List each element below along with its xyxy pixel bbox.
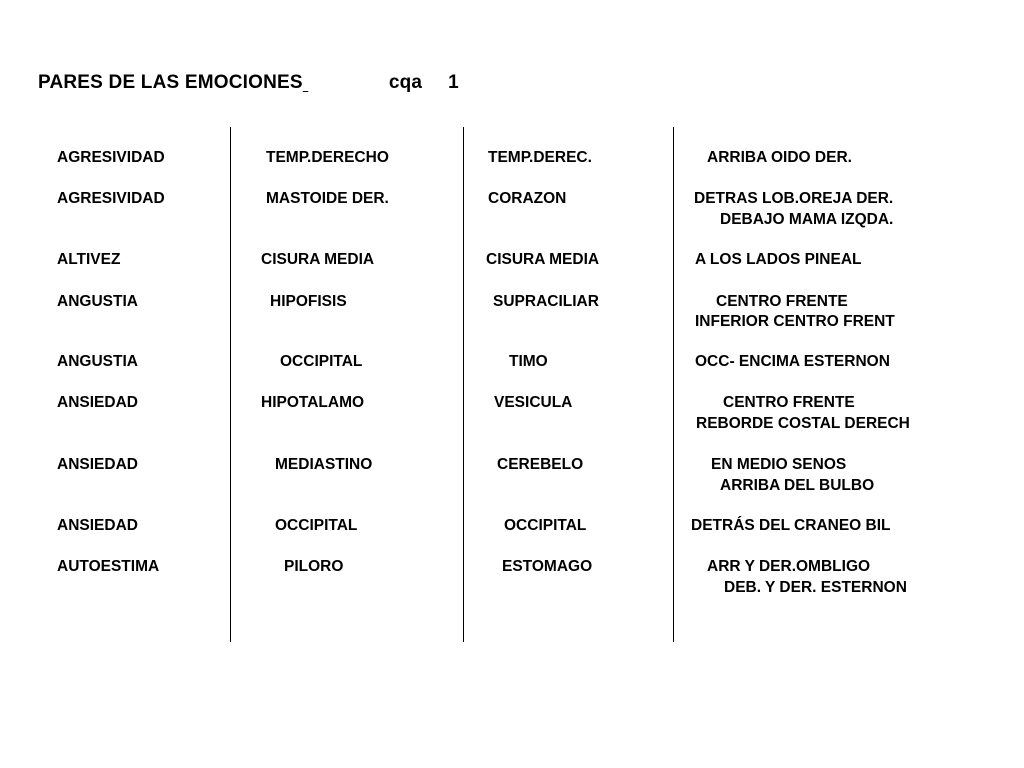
title-underline-gap [303,72,389,94]
point2-cell: SUPRACILIAR [493,293,599,310]
emotion-cell: AUTOESTIMA [57,558,160,575]
emotion-cell: ALTIVEZ [57,251,121,268]
title-text: PARES DE LAS EMOCIONES [38,72,303,93]
point1-cell: HIPOTALAMO [261,394,365,411]
point2-cell: CORAZON [488,190,567,207]
location-cell: A LOS LADOS PINEAL [695,251,862,268]
location-cell: OCC- ENCIMA ESTERNON [695,353,890,370]
point2-cell: ESTOMAGO [502,558,593,575]
point2-cell: CISURA MEDIA [486,251,600,268]
point1-cell: MEDIASTINO [275,456,373,473]
location-cell-secondary: DEB. Y DER. ESTERNON [724,579,907,596]
location-cell: ARR Y DER.OMBLIGO [707,558,871,575]
location-cell: DETRAS LOB.OREJA DER. [694,190,894,207]
title-code: cqa [388,72,423,93]
emotion-cell: ANGUSTIA [57,353,138,370]
point1-cell: HIPOFISIS [270,293,347,310]
point2-cell: TEMP.DEREC. [488,149,592,166]
emotion-cell: ANGUSTIA [57,293,138,310]
location-cell-secondary: DEBAJO MAMA IZQDA. [720,211,894,228]
point2-cell: VESICULA [494,394,573,411]
location-cell: ARRIBA OIDO DER. [707,149,852,166]
location-cell: EN MEDIO SENOS [711,456,847,473]
emotion-cell: ANSIEDAD [57,517,138,534]
page-title [38,72,459,94]
location-cell: DETRÁS DEL CRANEO BIL [691,517,891,534]
title-number: 1 [448,72,459,93]
emotion-cell: ANSIEDAD [57,394,138,411]
column-divider-2 [463,127,464,642]
emotion-cell: AGRESIVIDAD [57,190,165,207]
point1-cell: TEMP.DERECHO [266,149,389,166]
column-divider-1 [230,127,231,642]
location-cell-secondary: REBORDE COSTAL DERECH [696,415,910,432]
point1-cell: CISURA MEDIA [261,251,375,268]
point1-cell: OCCIPITAL [275,517,358,534]
location-cell: CENTRO FRENTE [716,293,848,310]
location-cell-secondary: ARRIBA DEL BULBO [720,477,875,494]
emotion-cell: AGRESIVIDAD [57,149,165,166]
point2-cell: TIMO [509,353,548,370]
point1-cell: PILORO [284,558,344,575]
point1-cell: MASTOIDE DER. [266,190,389,207]
title-underline-gap-2 [422,72,448,94]
emotion-cell: ANSIEDAD [57,456,138,473]
point1-cell: OCCIPITAL [280,353,363,370]
column-divider-3 [673,127,674,642]
location-cell-secondary: INFERIOR CENTRO FRENT [695,313,895,330]
point2-cell: CEREBELO [497,456,584,473]
location-cell: CENTRO FRENTE [723,394,855,411]
point2-cell: OCCIPITAL [504,517,587,534]
